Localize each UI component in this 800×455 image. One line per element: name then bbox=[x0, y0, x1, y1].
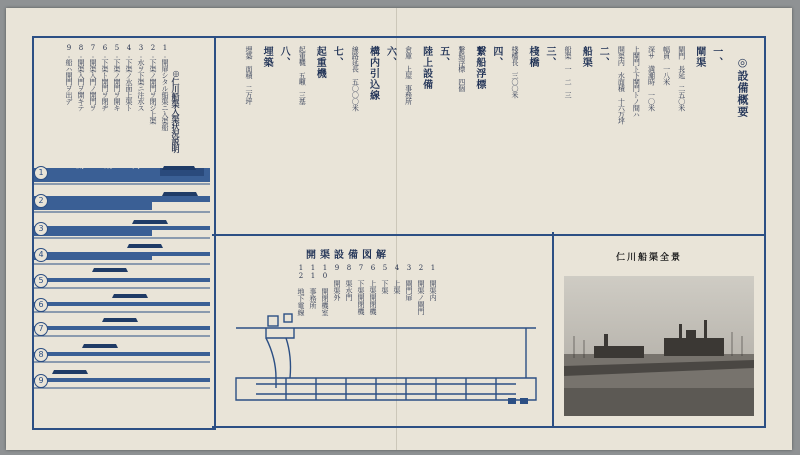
overview-note-4: 上閘門ト下閘門トノ間ハ bbox=[632, 46, 641, 118]
section-3-label: 棧橋 bbox=[527, 46, 539, 68]
lock-stage-number-1: 1 bbox=[34, 166, 48, 180]
overview-title: ◎設備概要 bbox=[736, 56, 749, 118]
overview-note-8: 繋船浮標 四個 bbox=[457, 46, 466, 92]
section-6-num: 六、 bbox=[384, 46, 396, 68]
overview-sections bbox=[244, 46, 724, 226]
lock-note-3: 3.水ヲ下渠ニ注水ス bbox=[137, 44, 145, 111]
section-2-num: 二、 bbox=[597, 46, 609, 68]
legend-item-3: 3 閘門扉 bbox=[405, 264, 413, 301]
legend-item-5: 5 下渠 bbox=[381, 264, 389, 294]
lock-stage-number-5: 5 bbox=[34, 274, 48, 288]
lock-stage-2 bbox=[34, 192, 210, 210]
section-5 bbox=[419, 46, 451, 226]
section-1-num: 一、 bbox=[710, 46, 722, 68]
section-7-label: 起重機 bbox=[314, 46, 326, 79]
legend-item-8: 8 渠水門 bbox=[345, 264, 353, 301]
legend-item-12: 12 地下電線 bbox=[297, 264, 305, 316]
lock-stage-3 bbox=[34, 220, 210, 236]
lock-stage-8 bbox=[34, 344, 210, 356]
lock-stage-9 bbox=[34, 370, 210, 382]
lock-note-4: 4.下渠ノ水面上渠ト bbox=[125, 44, 133, 111]
lock-label-top: 開 渠 内 bbox=[76, 161, 146, 170]
legend-item-9: 9 開渠外 bbox=[333, 264, 341, 301]
section-8 bbox=[259, 46, 291, 226]
section-4-num: 四、 bbox=[490, 46, 502, 68]
lock-stage-number-6: 6 bbox=[34, 298, 48, 312]
legend-item-7: 7 下渠開閉機 bbox=[357, 264, 365, 315]
lock-note-2: 2.下渠ノ開門ヲ閉ジ上渠 bbox=[149, 44, 157, 124]
overview-note-7: 棧橋長 三〇〇米 bbox=[510, 46, 519, 98]
overview-note-12: 埋築 面積 二万坪 bbox=[245, 46, 253, 105]
lock-note-6: 6.下渠ト開門ヲ閉ヂ bbox=[101, 44, 109, 111]
lock-stages-diagram bbox=[34, 156, 210, 424]
section-8-num: 八、 bbox=[278, 46, 290, 68]
lock-stage-number-7: 7 bbox=[34, 322, 48, 336]
lock-note-1: 1.開扉シタル船渠ニ入渠船 bbox=[161, 44, 169, 131]
overview-note-9: 倉庫 上屋 事務所 bbox=[404, 46, 413, 105]
map-sheet bbox=[6, 8, 792, 450]
lock-stage-5 bbox=[34, 268, 210, 282]
section-6 bbox=[365, 46, 397, 226]
legend-item-1: 1 開渠内 bbox=[429, 264, 437, 301]
section-1-label: 閘渠 bbox=[693, 46, 705, 68]
section-2 bbox=[578, 46, 610, 226]
overview-note-2: 幅員 一八米 bbox=[662, 46, 671, 85]
section-3-num: 三、 bbox=[544, 46, 556, 68]
lock-stage-7 bbox=[34, 318, 210, 330]
legend-item-11: 11 事務所 bbox=[309, 264, 317, 309]
legend-item-2: 2 開渠ノ閘門 bbox=[417, 264, 425, 315]
section-8-label: 埋築 bbox=[261, 46, 273, 68]
photo-title: 仁川船渠全景 bbox=[616, 253, 683, 263]
lock-panel-title: ◎仁川船渠入渠状況説明 bbox=[171, 68, 181, 153]
harbor-photo bbox=[564, 276, 754, 416]
section-5-label: 陸上設備 bbox=[420, 46, 432, 90]
section-4-label: 繋船浮標 bbox=[473, 46, 485, 90]
overview-note-1: 閘門 長延 二五〇米 bbox=[677, 46, 686, 111]
lock-note-8: 8.開渠入門ヲ開キテ bbox=[77, 44, 85, 111]
legend-item-10: 10 開閉機室 bbox=[321, 264, 329, 316]
overview-note-3: 深サ 満潮時 一〇米 bbox=[647, 46, 656, 111]
lock-notes bbox=[64, 44, 169, 144]
facility-plan-diagram bbox=[226, 308, 546, 418]
legend-item-4: 4 上渠 bbox=[393, 264, 401, 294]
lock-stage-4 bbox=[34, 244, 210, 260]
section-1 bbox=[692, 46, 724, 226]
section-3 bbox=[525, 46, 557, 226]
section-7-num: 七、 bbox=[331, 46, 343, 68]
lock-stage-6 bbox=[34, 294, 210, 306]
lock-stage-number-3: 3 bbox=[34, 222, 48, 236]
lock-stage-number-8: 8 bbox=[34, 348, 48, 362]
overview-note-10: 線路延長 五〇〇〇米 bbox=[351, 46, 360, 111]
section-2-label: 船渠 bbox=[580, 46, 592, 68]
section-4 bbox=[472, 46, 504, 226]
overview-note-11: 起重機 五噸 三基 bbox=[298, 46, 307, 105]
lock-note-7: 7.開渠入門ノ開門ヲ bbox=[89, 44, 97, 111]
diagram-title: 開渠設備図解 bbox=[306, 250, 390, 261]
lock-note-5: 5.下渠ノ開門ヲ開キ bbox=[113, 44, 121, 111]
lock-stage-number-2: 2 bbox=[34, 194, 48, 208]
legend-item-6: 6 上渠開閉機 bbox=[369, 264, 377, 315]
overview-note-6: 船渠 一 二 三 bbox=[564, 46, 573, 98]
lock-stage-number-4: 4 bbox=[34, 248, 48, 262]
lock-note-9: 9.船ハ開門ヲ出デ bbox=[65, 44, 73, 105]
section-6-label: 構内引込線 bbox=[367, 46, 379, 101]
section-5-num: 五、 bbox=[437, 46, 449, 68]
lock-stage-number-9: 9 bbox=[34, 374, 48, 388]
overview-note-5: 開渠内 水面積 十六万坪 bbox=[617, 46, 626, 124]
section-7 bbox=[312, 46, 344, 226]
